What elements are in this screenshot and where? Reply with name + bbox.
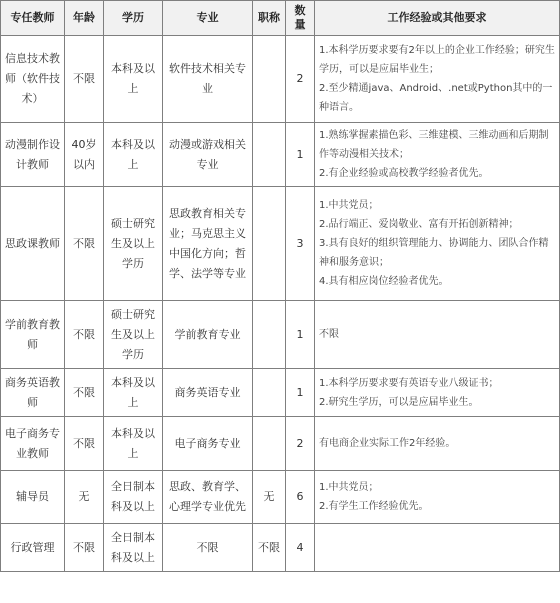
cell-age: 不限 (65, 36, 104, 123)
header-education: 学历 (104, 1, 163, 36)
cell-requirements (315, 417, 560, 471)
cell-teacher: 思政课教师 (1, 187, 65, 301)
cell-education: 本科及以上 (104, 123, 163, 187)
cell-requirements (315, 187, 560, 301)
cell-requirements (315, 369, 560, 417)
cell-age: 不限 (65, 187, 104, 301)
cell-education: 全日制本科及以上 (104, 524, 163, 572)
cell-count: 1 (286, 301, 315, 369)
cell-title: 不限 (253, 524, 286, 572)
requirement-line: 1.中共党员； (319, 482, 379, 493)
requirement-line: 4.具有相应岗位经验者优先。 (319, 276, 449, 287)
cell-teacher: 学前教育教师 (1, 301, 65, 369)
requirement-line: 2.有学生工作经验优先。 (319, 501, 429, 512)
requirement-line: 1.熟练掌握素描色彩、三维建模、三维动画和后期制作等动漫相关技术； (319, 130, 549, 160)
cell-teacher: 信息技术教师（软件技术） (1, 36, 65, 123)
cell-requirements (315, 471, 560, 524)
cell-title (253, 369, 286, 417)
cell-teacher: 行政管理 (1, 524, 65, 572)
cell-age: 不限 (65, 369, 104, 417)
cell-title (253, 123, 286, 187)
table-row (1, 301, 560, 369)
cell-major: 学前教育专业 (163, 301, 253, 369)
table-row (1, 471, 560, 524)
cell-title: 无 (253, 471, 286, 524)
table-row (1, 187, 560, 301)
cell-teacher: 动漫制作设计教师 (1, 123, 65, 187)
cell-requirements (315, 36, 560, 123)
cell-education: 本科及以上 (104, 36, 163, 123)
requirement-line: 1.中共党员； (319, 200, 379, 211)
cell-requirements (315, 301, 560, 369)
cell-teacher: 辅导员 (1, 471, 65, 524)
table-row (1, 123, 560, 187)
cell-major: 动漫或游戏相关专业 (163, 123, 253, 187)
cell-title (253, 417, 286, 471)
cell-major: 商务英语专业 (163, 369, 253, 417)
cell-requirements (315, 524, 560, 572)
table-row (1, 369, 560, 417)
cell-education: 硕士研究生及以上学历 (104, 301, 163, 369)
cell-requirements (315, 123, 560, 187)
cell-title (253, 187, 286, 301)
cell-teacher: 电子商务专业教师 (1, 417, 65, 471)
header-teacher: 专任教师 (1, 1, 65, 36)
cell-title (253, 36, 286, 123)
cell-count: 3 (286, 187, 315, 301)
cell-education: 硕士研究生及以上学历 (104, 187, 163, 301)
requirement-line: 2.品行端正、爱岗敬业、富有开拓创新精神； (319, 219, 519, 230)
cell-count: 1 (286, 123, 315, 187)
cell-count: 1 (286, 369, 315, 417)
cell-major: 思政、教育学、心理学专业优先 (163, 471, 253, 524)
cell-age: 不限 (65, 417, 104, 471)
table-row (1, 524, 560, 572)
requirement-line: 2.至少精通java、Android、.net或Python其中的一种语言。 (319, 83, 553, 113)
cell-title (253, 301, 286, 369)
cell-count: 2 (286, 417, 315, 471)
requirement-line: 2.研究生学历，可以是应届毕业生。 (319, 396, 479, 408)
cell-age: 无 (65, 471, 104, 524)
cell-education: 本科及以上 (104, 417, 163, 471)
cell-count: 4 (286, 524, 315, 572)
header-count: 数 量 (286, 1, 315, 36)
cell-education: 本科及以上 (104, 369, 163, 417)
header-age: 年龄 (65, 1, 104, 36)
cell-teacher: 商务英语教师 (1, 369, 65, 417)
requirement-line: 2.有企业经验或高校教学经验者优先。 (319, 168, 489, 179)
header-major: 专业 (163, 1, 253, 36)
header-title: 职称 (253, 1, 286, 36)
requirement-line: 有电商企业实际工作2年经验。 (319, 438, 456, 449)
requirement-line: 1.本科学历要求要有英语专业八级证书； (319, 377, 499, 389)
cell-age: 不限 (65, 524, 104, 572)
table-row (1, 36, 560, 123)
cell-count: 6 (286, 471, 315, 524)
cell-count: 2 (286, 36, 315, 123)
table-row (1, 417, 560, 471)
requirement-line: 3.具有良好的组织管理能力、协调能力、团队合作精神和服务意识； (319, 238, 549, 268)
requirement-line: 不限 (319, 329, 339, 340)
cell-education: 全日制本科及以上 (104, 471, 163, 524)
cell-major: 不限 (163, 524, 253, 572)
cell-age: 不限 (65, 301, 104, 369)
cell-age: 40岁以内 (65, 123, 104, 187)
header-requirements: 工作经验或其他要求 (315, 1, 560, 36)
requirement-line: 1.本科学历要求要有2年以上的企业工作经验；研究生学历，可以是应届毕业生； (319, 45, 555, 75)
cell-major: 电子商务专业 (163, 417, 253, 471)
header-row (1, 1, 560, 36)
cell-major: 思政教育相关专业；马克思主义中国化方向；哲学、法学等专业 (163, 187, 253, 301)
cell-major: 软件技术相关专业 (163, 36, 253, 123)
